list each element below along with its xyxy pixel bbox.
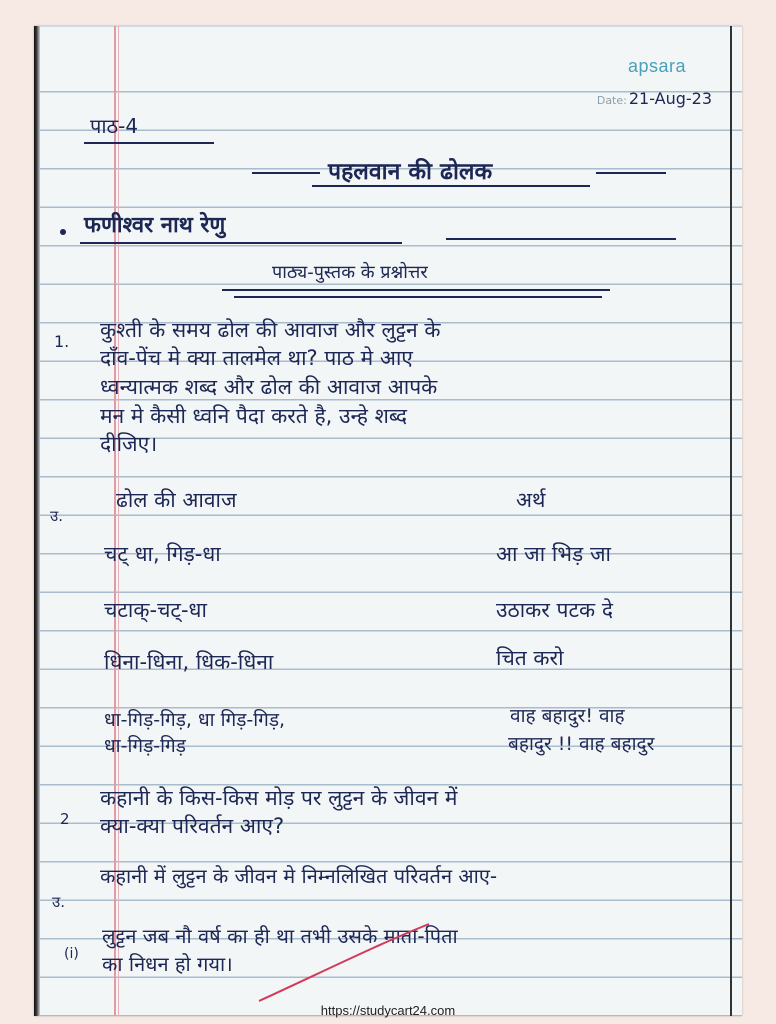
lesson-number: पाठ-4 [90,114,139,138]
title-underline [312,185,590,187]
question-1-line: मन मे कैसी ध्वनि पैदा करते है, उन्हे शब्द [100,404,407,428]
author-name: फणीश्वर नाथ रेणु [84,213,226,238]
title-dash-left [252,172,320,174]
question-1-number: 1. [54,332,70,351]
title-dash-right [596,172,666,174]
date-label: Date: [596,94,627,107]
author-underline [80,242,402,244]
meaning-cell: उठाकर पटक दे [496,598,614,622]
author-line-right [446,238,676,240]
sound-cell: चट् धा, गिड़-धा [104,542,221,566]
question-2-line: क्या-क्या परिवर्तन आए? [100,814,285,838]
meaning-cell: वाह बहादुर! वाह [510,705,625,727]
sound-cell: धा-गिड़-गिड़, धा गिड़-गिड़, [104,709,286,731]
section-underline-1 [222,289,610,291]
lesson-title: पहलवान की ढोलक [328,159,493,185]
answer-2-line: कहानी में लुट्टन के जीवन मे निम्नलिखित परिवर्तन आए- [100,864,498,888]
answer-2-number: उ. [52,893,65,911]
source-url: https://studycart24.com [320,1003,456,1018]
sound-cell: धिना-धिना, धिक-धिना [104,650,274,674]
section-underline-2 [234,296,602,298]
date-value: 21-Aug-23 [628,89,712,108]
answer-1-number: उ. [50,507,63,525]
question-1-line: ध्वन्यात्मक शब्द और ढोल की आवाज आपके [100,375,438,399]
sound-cell: धा-गिड़-गिड़ [104,735,186,757]
lesson-number-underline [84,142,214,144]
sound-column-header: ढोल की आवाज [116,488,237,512]
section-heading: पाठ्य-पुस्तक के प्रश्नोत्तर [272,262,428,283]
question-1-line: दाँव-पेंच मे क्या तालमेल था? पाठ मे आए [100,346,413,370]
red-pen-stroke [254,916,434,1006]
question-1-line: कुश्ती के समय ढोल की आवाज और लुट्टन के [100,318,441,342]
author-bullet [60,229,66,235]
point-number: (i) [64,946,79,962]
notebook-brand: apsara [627,56,686,76]
meaning-cell: आ जा भिड़ जा [496,542,611,566]
notebook-page [34,26,742,1016]
sound-cell: चटाक्-चट्-धा [104,598,207,622]
meaning-cell: चित करो [496,646,564,670]
question-2-number: 2 [60,810,70,828]
meaning-column-header: अर्थ [516,488,546,512]
question-1-line: दीजिए। [100,432,158,456]
date-field [597,89,712,108]
question-2-line: कहानी के किस-किस मोड़ पर लुट्टन के जीवन में [100,786,458,810]
answer-2-point-line: लुट्टन जब नौ वर्ष का ही था तभी उसके माता-पिता [102,924,458,948]
meaning-cell: बहादुर !! वाह बहादुर [508,733,655,755]
answer-2-point-line: का निधन हो गया। [102,952,233,976]
right-border-line [730,26,732,1016]
